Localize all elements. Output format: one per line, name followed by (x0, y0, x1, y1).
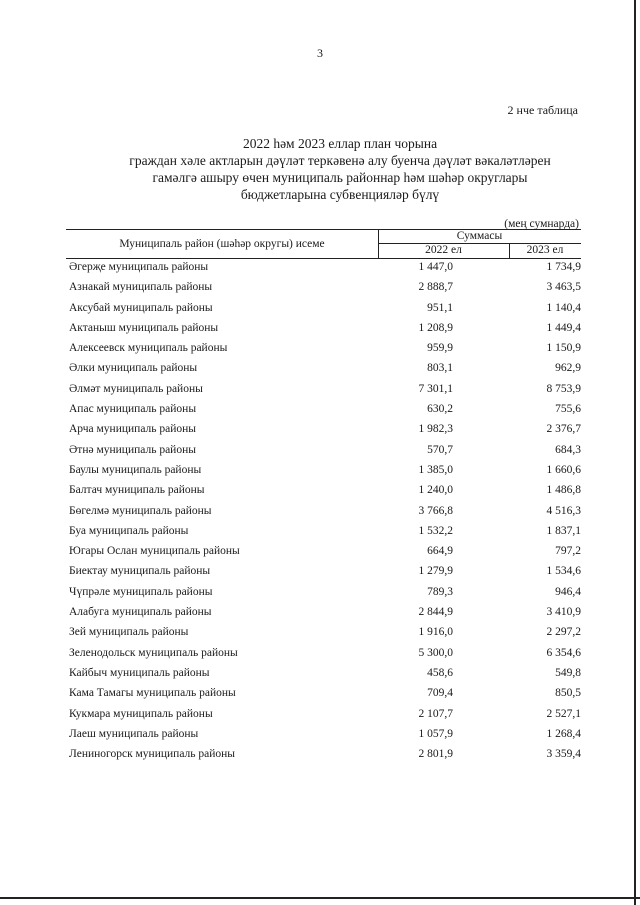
table-row (69, 319, 581, 339)
scan-border-bottom (0, 897, 640, 899)
row-name: Лениногорск муниципаль районы (69, 748, 236, 761)
row-name: Әтнә муниципаль районы (69, 443, 196, 456)
row-value-2022: 1 532,2 (418, 524, 453, 537)
row-value-2023: 1 534,6 (546, 565, 581, 578)
row-value-2023: 2 527,1 (546, 707, 581, 720)
row-value-2022: 1 385,0 (418, 463, 453, 476)
row-name: Буа муниципаль районы (69, 524, 189, 537)
row-value-2023: 549,8 (555, 666, 581, 679)
row-value-2023: 3 410,9 (546, 606, 581, 619)
row-value-2022: 2 888,7 (418, 281, 453, 294)
row-value-2023: 2 297,2 (546, 626, 581, 639)
row-name: Әлки муниципаль районы (69, 362, 198, 375)
table-row (69, 299, 581, 319)
row-name: Зеленодольск муниципаль районы (69, 646, 238, 659)
table-row (69, 705, 581, 725)
row-value-2022: 1 057,9 (418, 727, 453, 740)
table-row (69, 359, 581, 379)
table-label: 2 нче таблица (507, 103, 578, 117)
table-row (69, 583, 581, 603)
table-row (69, 664, 581, 684)
row-name: Чүпрәле муниципаль районы (69, 585, 213, 598)
table-row (69, 380, 581, 400)
row-name: Актаныш муниципаль районы (69, 321, 219, 334)
row-name: Аксубай муниципаль районы (69, 301, 213, 314)
row-value-2023: 1 837,1 (546, 524, 581, 537)
row-value-2022: 2 801,9 (418, 748, 453, 761)
row-value-2022: 1 916,0 (418, 626, 453, 639)
row-name: Арча муниципаль районы (69, 423, 197, 436)
row-value-2022: 5 300,0 (418, 646, 453, 659)
row-value-2023: 755,6 (555, 403, 581, 416)
row-value-2022: 664,9 (427, 545, 453, 558)
row-name: Бөгелмә муниципаль районы (69, 504, 212, 517)
row-value-2022: 458,6 (427, 666, 453, 679)
row-value-2023: 850,5 (555, 687, 581, 700)
table-row (69, 562, 581, 582)
table-header (66, 229, 581, 259)
title-line: гамәлгә ашыру өчен муниципаль районнар һәм шәһәр округлары (152, 170, 528, 185)
row-value-2022: 959,9 (427, 342, 453, 355)
table-row (69, 644, 581, 664)
table-row (69, 461, 581, 481)
table-row (69, 684, 581, 704)
row-name: Лаеш муниципаль районы (69, 727, 199, 740)
row-name: Алексеевск муниципаль районы (69, 342, 228, 355)
row-name: Азнакай муниципаль районы (69, 281, 213, 294)
row-value-2022: 1 447,0 (418, 261, 453, 273)
document-title (90, 135, 590, 203)
title-line: бюджетларына субвенцияләр бүлү (240, 187, 440, 202)
table-row (69, 481, 581, 501)
row-value-2022: 951,1 (427, 301, 453, 314)
row-value-2022: 2 844,9 (418, 606, 453, 619)
row-value-2023: 6 354,6 (546, 646, 581, 659)
row-value-2023: 4 516,3 (546, 504, 581, 517)
scan-border-right (634, 0, 636, 905)
table-row (69, 522, 581, 542)
row-name: Алабуга муниципаль районы (69, 606, 212, 619)
row-value-2023: 1 660,6 (546, 463, 581, 476)
row-value-2022: 1 208,9 (418, 321, 453, 334)
title-line: 2022 һәм 2023 еллар план чорына (242, 136, 438, 151)
row-value-2023: 962,9 (555, 362, 581, 375)
row-name: Әгерҗе муниципаль районы (69, 261, 209, 273)
row-value-2022: 7 301,1 (418, 382, 453, 395)
table-row (69, 441, 581, 461)
unit-note: (мең сумнарда) (504, 218, 579, 230)
table-row (69, 745, 581, 765)
row-name: Балтач муниципаль районы (69, 484, 205, 497)
row-value-2023: 1 268,4 (546, 727, 581, 740)
row-name: Югары Ослан муниципаль районы (69, 545, 240, 558)
table-row (69, 502, 581, 522)
row-value-2023: 1 150,9 (546, 342, 581, 355)
row-value-2023: 1 140,4 (546, 301, 581, 314)
row-name: Апас муниципаль районы (69, 403, 197, 416)
row-name: Зей муниципаль районы (69, 626, 189, 639)
row-value-2022: 3 766,8 (418, 504, 453, 517)
table-body (69, 258, 581, 765)
row-value-2022: 2 107,7 (418, 707, 453, 720)
row-value-2022: 1 982,3 (418, 423, 453, 436)
header-year-2023: 2023 ел (526, 244, 564, 256)
table-row (69, 278, 581, 298)
row-value-2022: 709,4 (427, 687, 453, 700)
row-value-2023: 2 376,7 (546, 423, 581, 436)
row-value-2022: 570,7 (427, 443, 453, 456)
row-value-2023: 3 359,4 (546, 748, 581, 761)
row-value-2022: 630,2 (427, 403, 453, 416)
row-name: Әлмәт муниципаль районы (69, 382, 203, 395)
table-row (69, 542, 581, 562)
table-row (69, 603, 581, 623)
table-row (69, 725, 581, 745)
row-name: Кайбыч муниципаль районы (69, 666, 210, 679)
row-value-2022: 1 279,9 (418, 565, 453, 578)
table-row (69, 420, 581, 440)
row-value-2022: 803,1 (427, 362, 453, 375)
row-value-2023: 8 753,9 (546, 382, 581, 395)
header-year-2022: 2022 ел (425, 244, 462, 256)
table-row (69, 623, 581, 643)
header-name-column: Муниципаль район (шәһәр округы) исеме (119, 238, 325, 250)
row-value-2022: 1 240,0 (418, 484, 453, 497)
row-value-2023: 684,3 (555, 443, 581, 456)
row-name: Кама Тамагы муниципаль районы (69, 687, 236, 700)
row-value-2023: 797,2 (555, 545, 581, 558)
row-name: Кукмара муниципаль районы (69, 707, 213, 720)
title-line: граждан хәле актларын дәүләт теркәвенә алу буенча дәүләт вәкаләтләрен (129, 153, 551, 168)
row-value-2022: 789,3 (427, 585, 453, 598)
row-value-2023: 3 463,5 (546, 281, 581, 294)
row-name: Биектау муниципаль районы (69, 565, 211, 578)
row-value-2023: 1 449,4 (546, 321, 581, 334)
header-sum-column: Суммасы (456, 230, 503, 242)
page-number: 3 (317, 46, 323, 60)
row-value-2023: 1 734,9 (546, 261, 581, 273)
row-value-2023: 1 486,8 (546, 484, 581, 497)
table-row (69, 339, 581, 359)
row-value-2023: 946,4 (555, 585, 581, 598)
table-row (69, 258, 581, 278)
table-row (69, 400, 581, 420)
row-name: Баулы муниципаль районы (69, 463, 202, 476)
